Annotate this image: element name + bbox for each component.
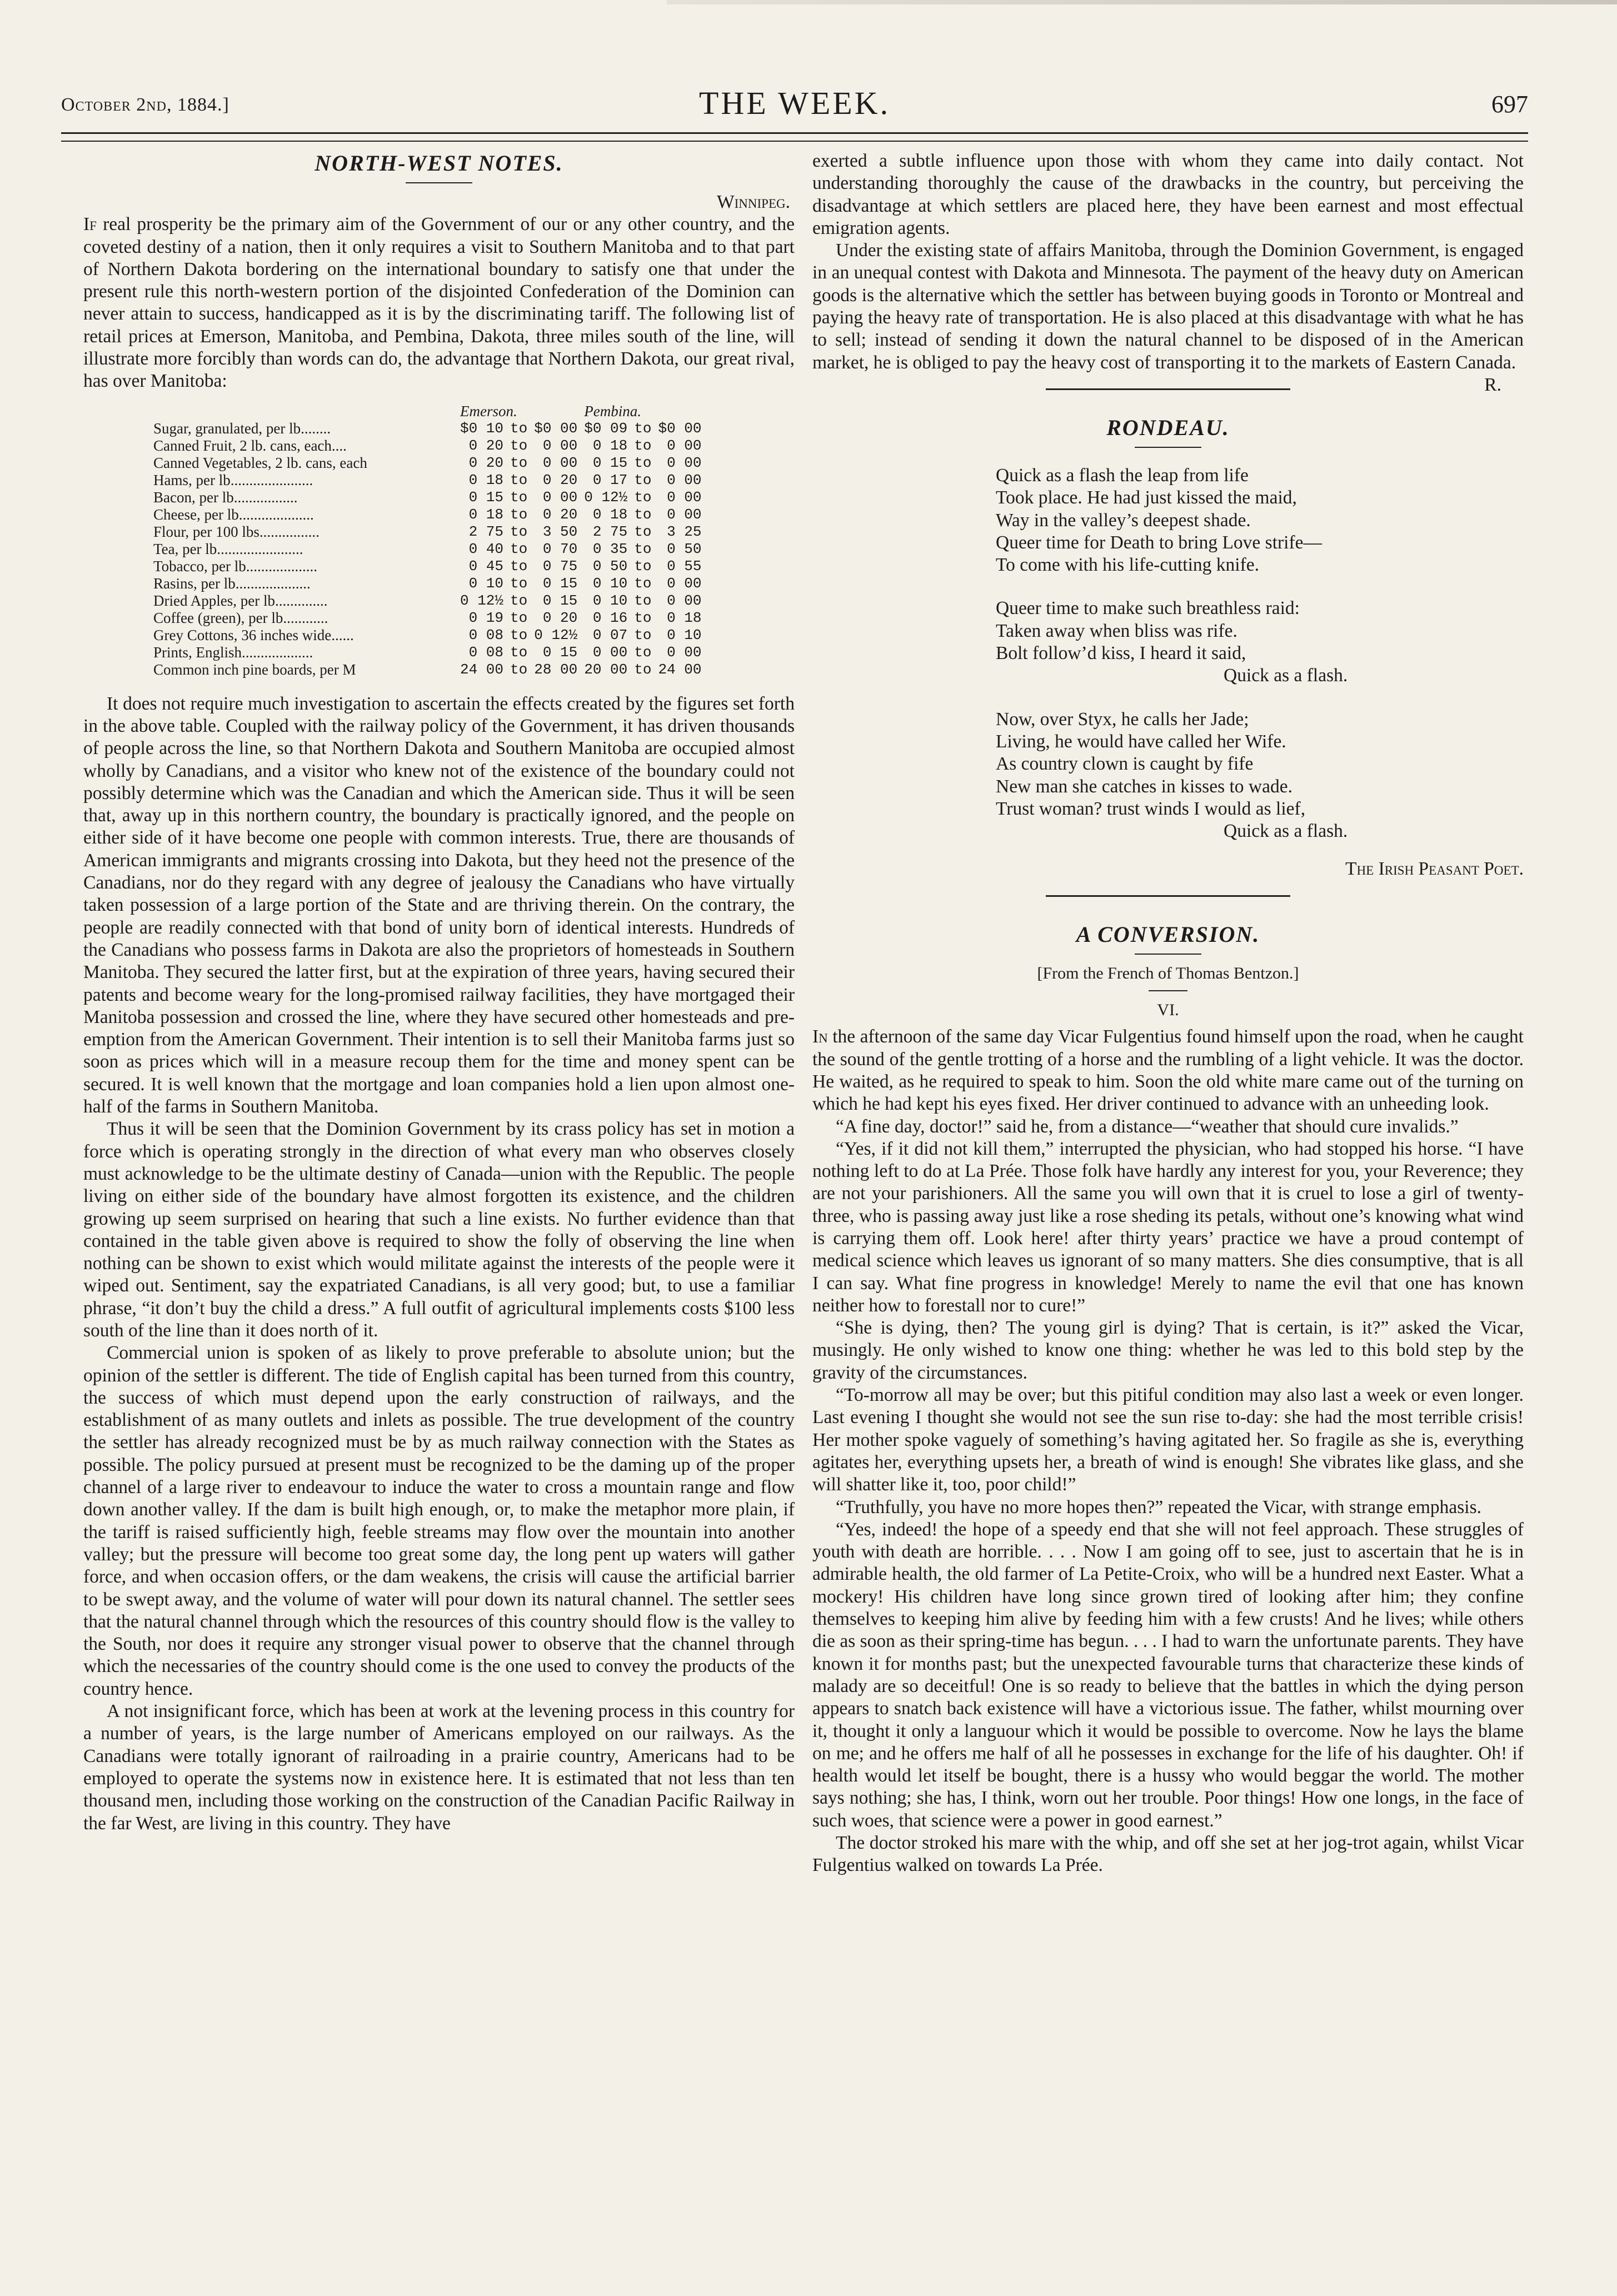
paragraph: “Yes, indeed! the hope of a speedy end that she will not feel approach. These struggles of youth with death are horrible. . . . Now I am going off to see, just to ascertain that he is in admirable health, the old farmer of La Petite-Croix, who will be a hundred next Easter. What a mockery! His children have long since grown tired of looking after him; they confine themselves to keeping him alive by feeding him with a few crusts! And he lives; while others die as soon as their spring-time has begun. . . . I had to warn the unfortunate parents. They have known it for months past; but the unexpected favourable turns that characterize these kinds of malady are so deceitful! One is so ready to believe that the battles in which the dying person appears to snatch back existence will have a victorious issue. The father, whilst mourning over it, thought it only a languour which it would be possible to overcome. Now he lays the blame on me; and he offers me half of all he possesses in exchange for the life of his daughter. Oh! if health would let itself be bought, there is a hussy who would beggar the world. The mother says nothing; she has, I think, worn out her trouble. Poor things! How one longs, in the face of such woes, that science were a power in good earnest.” [812, 1519, 1524, 1831]
title-rule [1135, 447, 1201, 448]
price-value: $0 09 [584, 420, 628, 437]
dateline: Winnipeg. [717, 192, 790, 212]
price-value: 0 45 [468, 557, 504, 575]
paragraph [812, 1026, 1524, 1115]
price-item: Canned Vegetables, 2 lb. cans, each [153, 454, 367, 471]
price-value: 0 00 [542, 454, 578, 471]
range-separator: to [510, 454, 528, 471]
paragraph: It does not require much investigation to ascertain the effects created by the figures set forth in the above table. Coupled with the railway policy of the Government, it has driven thousands of people across the line, so that Northern Dakota and Southern Manitoba are occupied almost wholly by Canadians, and a visitor who knew not of the existence of the boundary could not possibly determine which was the Canadian and which the American side. Thus it will be seen that, away up in this northern country, the boundary is practically ignored, and the people on either side of it have become one people with common interests. True, there are thousands of American immigrants and migrants crossing into Dakota, but they heed not the presence of the Canadians, nor do they regard with any degree of jealousy the Canadians who have virtually taken possession of a large portion of the State and are thriving therein. On the contrary, the people are readily connected with that bond of unity born of identical interests. Hundreds of the Canadians who possess farms in Dakota are also the proprietors of homesteads in Southern Manitoba. They secured the latter first, but at the expiration of three years, having secured their patents and become weary for the long-promised railway facilities, they have mortgaged their Manitoba possession and crossed the line, where they have secured other homesteads and pre-emption from the American Government. Their intention is to sell their Manitoba farms just so soon as prices which will in a measure recoup them for the time and money spent can be secured. It is well known that the mortgage and loan companies hold a lien upon almost one-half of the farms in Southern Manitoba. [83, 693, 795, 1117]
range-separator: to [634, 506, 652, 523]
range-separator: to [634, 437, 652, 454]
title-rule [1135, 954, 1201, 955]
poem-refrain: Quick as a flash. [1224, 665, 1348, 686]
price-value: 0 12½ [460, 592, 504, 609]
price-value: 24 00 [460, 661, 504, 678]
price-value: 0 12½ [584, 488, 628, 506]
scan-edge [667, 0, 1617, 4]
price-value: 0 00 [667, 643, 702, 661]
price-value: 0 00 [542, 437, 578, 454]
price-value: 0 15 [542, 643, 578, 661]
paragraph-text: real prosperity be the primary aim of the Government of our or any other country, and the coveted destiny of a nation, then it only requires a visit to Southern Manitoba and to that part of Northern Dakota bordering on the international boundary to satisfy one that under the present rule this north-western portion of the disjointed Confederation of the Dominion can never attain to success, handicapped as it is by the discriminating tariff. The following list of retail prices at Emerson, Manitoba, and Pembina, Dakota, three miles south of the line, will illustrate more forcibly than words can do, the advantage that Northern Dakota, our great rival, has over Manitoba: [83, 214, 795, 392]
price-value: 3 50 [542, 523, 578, 540]
poem-line: To come with his life-cutting knife. [996, 555, 1259, 576]
price-value: 0 17 [592, 471, 628, 488]
price-value: 0 50 [667, 540, 702, 557]
price-item: Canned Fruit, 2 lb. cans, each.... [153, 437, 347, 454]
story-subtitle: [From the French of Thomas Bentzon.] [1037, 964, 1299, 982]
price-value: 24 00 [658, 661, 702, 678]
table-row [150, 523, 705, 541]
paragraph [83, 213, 795, 392]
price-value: $0 00 [658, 420, 702, 437]
range-separator: to [634, 575, 652, 592]
poem-line: Trust woman? trust winds I would as lief, [996, 798, 1306, 819]
poem-line: Now, over Styx, he calls her Jade; [996, 708, 1249, 730]
price-value: 0 00 [667, 454, 702, 471]
price-value: 0 00 [667, 575, 702, 592]
price-item: Sugar, granulated, per lb........ [153, 420, 331, 437]
price-table [150, 403, 705, 678]
price-value: 0 75 [542, 557, 578, 575]
price-value: 0 00 [667, 488, 702, 506]
table-row [150, 437, 705, 455]
range-separator: to [634, 420, 652, 437]
drop-cap: If [83, 214, 97, 235]
table-row [150, 489, 705, 506]
price-value: 0 10 [592, 575, 628, 592]
price-value: 0 00 [667, 506, 702, 523]
price-value: 0 10 [592, 592, 628, 609]
price-item: Grey Cottons, 36 inches wide...... [153, 626, 354, 643]
price-item: Tea, per lb....................... [153, 540, 303, 557]
table-row [150, 627, 705, 644]
table-row [150, 558, 705, 575]
range-separator: to [634, 609, 652, 626]
range-separator: to [634, 454, 652, 471]
range-separator: to [510, 643, 528, 661]
range-separator: to [634, 488, 652, 506]
range-separator: to [634, 471, 652, 488]
price-value: 0 12½ [534, 626, 578, 643]
paragraph [812, 239, 1524, 395]
price-value: 0 20 [542, 506, 578, 523]
paragraph: “Truthfully, you have no more hopes then?” repeated the Vicar, with strange emphasis. [836, 1496, 1481, 1518]
chapter-number: VI. [1157, 1001, 1179, 1020]
price-item: Rasins, per lb.................... [153, 575, 311, 592]
range-separator: to [510, 488, 528, 506]
range-separator: to [634, 661, 652, 678]
paragraph: The doctor stroked his mare with the whip, and off she set at her jog-trot again, whilst Vicar Fulgentius walked on towards La Prée. [812, 1833, 1524, 1876]
stanza-1 [996, 465, 1418, 576]
price-value: 0 15 [542, 575, 578, 592]
price-value: 0 20 [468, 437, 504, 454]
price-value: 0 08 [468, 643, 504, 661]
price-value: 2 75 [592, 523, 628, 540]
price-item: Coffee (green), per lb............ [153, 609, 328, 626]
masthead-title: THE WEEK. [698, 85, 891, 121]
issue-date: October 2nd, 1884.] [61, 94, 229, 115]
price-value: 0 18 [468, 506, 504, 523]
range-separator: to [510, 626, 528, 643]
range-separator: to [510, 437, 528, 454]
range-separator: to [634, 626, 652, 643]
table-row [150, 661, 705, 678]
poem-line: Quick as a flash the leap from life [996, 465, 1249, 486]
price-value: 0 50 [592, 557, 628, 575]
price-value: 0 00 [667, 471, 702, 488]
table-row [150, 541, 705, 558]
price-value: 0 07 [592, 626, 628, 643]
price-value: 0 18 [592, 506, 628, 523]
price-value: 3 25 [667, 523, 702, 540]
poem-line: Bolt follow’d kiss, I heard it said, [996, 643, 1246, 664]
poem-line: Taken away when bliss was rife. [996, 620, 1237, 641]
story-title: A CONVERSION. [1076, 921, 1260, 947]
range-separator: to [510, 661, 528, 678]
header-rule [61, 132, 1528, 142]
paragraph: “Yes, if it did not kill them,” interrupted the physician, who had stopped his horse. “I have nothing left to do at La Prée. Those folk have hardly any interest for you, your Reverence; they are not your parishioners. All the same you will own that it is cruel to lose a girl of twenty-three, who is passing away just like a rose sheding its petals, without one’s knowing what wind is carrying them off. Look here! after thirty years’ practice we have a proud contempt of medical science which leaves us ignorant of so many matters. She dies consumptive, that is all I can say. What fine progress in knowledge! Merely to name the evil that one has known neither how to forestall nor to cure!” [812, 1138, 1524, 1316]
table-row [150, 610, 705, 627]
poem-title: RONDEAU. [1106, 415, 1230, 440]
range-separator: to [510, 506, 528, 523]
paragraph: Commercial union is spoken of as likely to prove preferable to absolute union; but the opinion of the settler is different. The tide of English capital has been turned from this country, the success of which must depend upon the early construction of railways, and the establishment of as many outlets and inlets as possible. The true development of the country the settler has already recognized must be by as much railway connection with the States as possible. The policy pursued at present must be recognized to be the daming up of the proper channel of a large river to endeavour to induce the water to cross a mountain range and flow down another valley. If the dam is built high enough, or, to make the metaphor more plain, if the tariff is raised sufficiently high, feeble streams may flow over the mountain into another valley; but the pressure will become too great some day, the long pent up waters will gather force, and when occasion offers, or the dam weakens, the crisis will cause the artificial barrier to be swept away, and the volume of water will pour down its natural channel. The settler sees that the natural channel through which the resources of this country should flow is the valley to the South, nor does it require any stronger visual power to observe that the channel through which the necessaries of the country should come is the one used to convey the products of the country hence. [83, 1342, 795, 1699]
range-separator: to [510, 557, 528, 575]
stanza-3 [996, 708, 1418, 843]
paragraph: A not insignificant force, which has been at work at the levening process in this country for a number of years, is the large number of Americans employed on our railways. As the Canadians were totally ignorant of railroading in a prairie country, Americans had to be employed to operate the systems now in existence here. It is estimated that not less than ten thousand men, including those working on the construction of the Canadian Pacific Railway in the far West, are living in this country. They have [83, 1701, 795, 1834]
price-item: Dried Apples, per lb.............. [153, 592, 328, 609]
price-value: $0 00 [534, 420, 578, 437]
column-header-pembina: Pembina. [584, 402, 641, 420]
paragraph-text: Under the existing state of affairs Manitoba, through the Dominion Government, is engaged in an unequal contest with Dakota and Minnesota. The payment of the heavy duty on American goods is the alternative which the settler has between buying goods in Toronto or Montreal and paying the heavy rate of transportation. He is also placed at this disadvantage with what he has to sell; instead of sending it down the natural channel to be disposed of in the American market, he is obliged to pay the heavy cost of transporting it to the markets of Eastern Canada. [812, 240, 1524, 373]
range-separator: to [634, 643, 652, 661]
price-value: 0 55 [667, 557, 702, 575]
price-value: 0 00 [592, 643, 628, 661]
range-separator: to [634, 523, 652, 540]
price-value: 0 35 [592, 540, 628, 557]
poem-line: Living, he would have called her Wife. [996, 731, 1286, 752]
section-divider [1046, 895, 1290, 897]
price-value: 0 20 [542, 471, 578, 488]
table-header-row [150, 403, 705, 420]
paragraph-continued: exerted a subtle influence upon those with whom they came into daily contact. Not understanding thoroughly the cause of the drawbacks in the country, but perceiving the disadvantage at which settlers are placed here, they have been earnest and most effectual emigration agents. [812, 151, 1524, 238]
range-separator: to [634, 592, 652, 609]
range-separator: to [634, 557, 652, 575]
price-value: 0 18 [592, 437, 628, 454]
price-value: 0 15 [542, 592, 578, 609]
price-value: 0 00 [667, 437, 702, 454]
article-title: NORTH-WEST NOTES. [315, 151, 563, 176]
price-value: 0 18 [667, 609, 702, 626]
price-item: Hams, per lb...................... [153, 471, 313, 488]
range-separator: to [510, 420, 528, 437]
price-table-body [150, 420, 705, 678]
poem-line: Queer time to make such breathless raid: [996, 598, 1300, 619]
paragraph: “A fine day, doctor!” said he, from a distance—“weather that should cure invalids.” [836, 1116, 1459, 1137]
price-value: 0 16 [592, 609, 628, 626]
column-header-emerson: Emerson. [460, 402, 517, 420]
table-row [150, 592, 705, 610]
table-row [150, 420, 705, 437]
poem-line: Queer time for Death to bring Love strife— [996, 532, 1322, 553]
table-row [150, 455, 705, 472]
table-row [150, 506, 705, 523]
drop-cap: In [812, 1026, 828, 1047]
price-value: 0 10 [667, 626, 702, 643]
price-value: 0 70 [542, 540, 578, 557]
poem-line: New man she catches in kisses to wade. [996, 776, 1292, 797]
price-item: Common inch pine boards, per M [153, 661, 356, 678]
poem-line: Way in the valley’s deepest shade. [996, 510, 1251, 531]
right-column [812, 150, 1524, 1877]
stanza-2 [996, 597, 1418, 687]
price-value: 20 00 [584, 661, 628, 678]
price-item: Tobacco, per lb................... [153, 557, 318, 575]
price-value: 0 10 [468, 575, 504, 592]
poem-line: Took place. He had just kissed the maid, [996, 487, 1297, 508]
poem-refrain: Quick as a flash. [1224, 821, 1348, 842]
poem-line: As country clown is caught by fife [996, 753, 1254, 775]
page-header [61, 83, 1528, 133]
left-column [83, 150, 795, 1835]
range-separator: to [510, 540, 528, 557]
table-header-blank [150, 403, 457, 420]
price-value: 0 40 [468, 540, 504, 557]
table-row [150, 575, 705, 592]
price-value: 2 75 [468, 523, 504, 540]
price-value: 0 00 [542, 488, 578, 506]
price-value: 0 08 [468, 626, 504, 643]
range-separator: to [510, 523, 528, 540]
paragraph-text: the afternoon of the same day Vicar Fulgentius found himself upon the road, when he caught the sound of the gentle trotting of a horse and the rumbling of a light vehicle. It was the doctor. He waited, as he required to speak to him. Soon the old white mare came out of the turning on which he had kept his eyes fixed. Her driver continued to advance with an unheeding look. [812, 1026, 1524, 1115]
range-separator: to [634, 540, 652, 557]
price-item: Flour, per 100 lbs................ [153, 523, 320, 540]
table-row [150, 472, 705, 489]
poem [996, 465, 1418, 842]
title-rule [1149, 990, 1187, 991]
price-item: Prints, English................... [153, 643, 313, 661]
paragraph: Thus it will be seen that the Dominion Government by its crass policy has set in motion a force which is operating strongly in the direction of what every man who observes closely must acknowledge to be the ultimate destiny of Canada—union with the Republic. The people living on either side of the boundary have almost forgotten its existence, and the children growing up seem surprised on hearing that such a line exists. No further evidence than that contained in the table given above is required to show the folly of observing the line when nothing can be shown to exist which would militate against the interests of the people were it wiped out. Sentiment, say the expatriated Canadians, is all very good; but, to use a familiar phrase, “it don’t buy the child a dress.” A full outfit of agricultural implements costs $100 less south of the line than it does north of it. [83, 1119, 795, 1341]
price-value: 0 19 [468, 609, 504, 626]
section-divider [1046, 388, 1290, 390]
price-value: 0 15 [468, 488, 504, 506]
article-signature: R. [1484, 374, 1501, 395]
price-item: Bacon, per lb................. [153, 488, 298, 506]
price-value: 0 00 [667, 592, 702, 609]
table-row [150, 644, 705, 661]
range-separator: to [510, 575, 528, 592]
paragraph: “She is dying, then? The young girl is dying? That is certain, is it?” asked the Vicar, musingly. He only wished to know one thing: whether he was led to this bold step by the gravity of the circumstances. [812, 1317, 1524, 1383]
poem-author: The Irish Peasant Poet. [1345, 858, 1524, 880]
price-value: 0 20 [468, 454, 504, 471]
price-value: 0 15 [592, 454, 628, 471]
range-separator: to [510, 471, 528, 488]
price-value: $0 10 [460, 420, 504, 437]
price-value: 28 00 [534, 661, 578, 678]
price-value: 0 20 [542, 609, 578, 626]
range-separator: to [510, 592, 528, 609]
price-item: Cheese, per lb.................... [153, 506, 314, 523]
page-number: 697 [1491, 91, 1528, 118]
range-separator: to [510, 609, 528, 626]
paragraph: “To-morrow all may be over; but this pitiful condition may also last a week or even longer. Last evening I thought she would not see the sun rise to-day: she had the most terrible crisis! Her mother spoke vaguely of something’s having agitated her. So fragile as she is, everything agitates her, everything upsets her, a breath of wind is enough! She vibrates like glass, and she will shatter like it, too, poor child!” [812, 1385, 1524, 1495]
title-rule [406, 182, 472, 183]
price-value: 0 18 [468, 471, 504, 488]
